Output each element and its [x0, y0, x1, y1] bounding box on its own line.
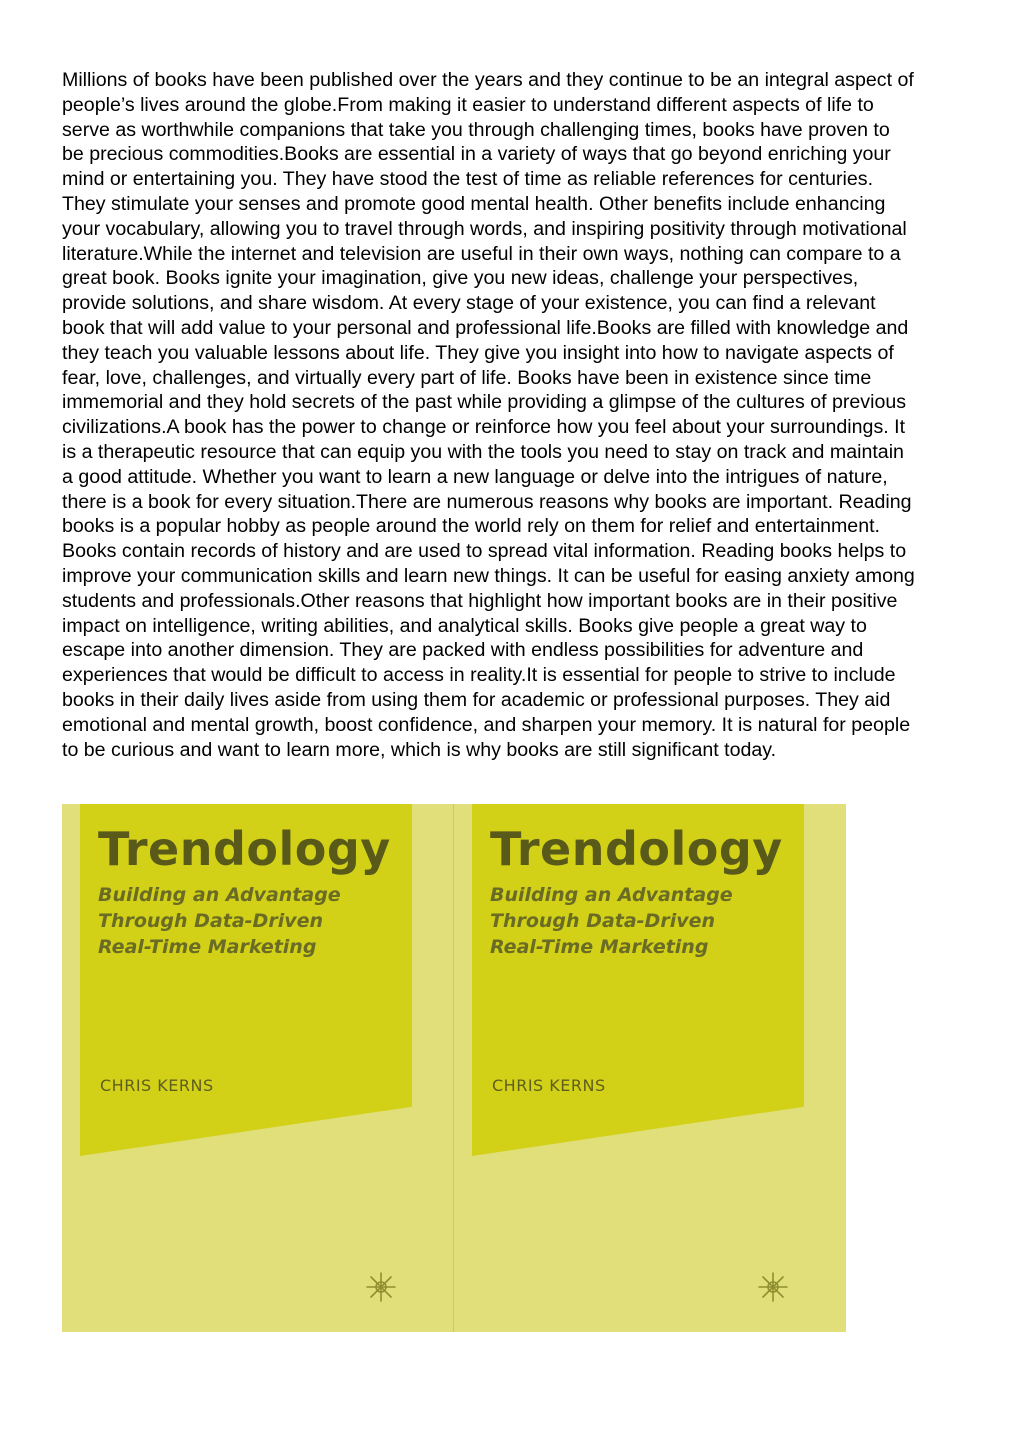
book-cover-left [62, 804, 454, 1332]
body-text: Millions of books have been published over the years and they continue to be an integral aspect of people’s lives around the globe.From making it easier to understand different aspects of life to serve as worthwhile companions that take you through challenging times, books have proven to be precious commodities.Books are essential in a variety of ways that go beyond enriching your mind or entertaining you. They have stood the test of time as reliable references for centuries. They stimulate your senses and promote good mental health. Other benefits include enhancing your vocabulary, allowing you to travel through words, and inspiring positivity through motivational literature.While the internet and television are useful in their own ways, nothing can compare to a great book. Books ignite your imagination, give you new ideas, challenge your perspectives, provide solutions, and share wisdom. At every stage of your existence, you can find a relevant book that will add value to your personal and professional life.Books are filled with knowledge and they teach you valuable lessons about life. They give you insight into how to navigate aspects of fear, love, challenges, and virtually every part of life. Books have been in existence since time immemorial and they hold secrets of the past while providing a glimpse of the cultures of previous civilizations.A book has the power to change or reinforce how you feel about your surroundings. It is a therapeutic resource that can equip you with the tools you need to stay on track and maintain a good attitude. Whether you want to learn a new language or delve into the intrigues of nature, there is a book for every situation.There are numerous reasons why books are important. Reading books is a popular hobby as people around the world rely on them for relief and entertainment. Books contain records of history and are used to spread vital information. Reading books helps to improve your communication skills and learn new things. It can be useful for easing anxiety among students and professionals.Other reasons that highlight how important books are in their positive impact on intelligence, writing abilities, and analytical skills. Books give people a great way to escape into another dimension. They are packed with endless possibilities for adventure and experiences that would be difficult to access in reality.It is essential for people to strive to include books in their daily lives aside from using them for academic or professional purposes. They aid emotional and mental growth, boost confidence, and sharpen your memory. It is natural for people to be curious and want to learn more, which is why books are still significant today. [62, 69, 915, 761]
cover-title: Trendology [98, 822, 391, 876]
publisher-logo-icon [364, 1270, 398, 1304]
book-cover-right [454, 804, 846, 1332]
cover-author: CHRIS KERNS [492, 1076, 606, 1095]
cover-subtitle: Building an Advantage Through Data-Driven Real-Time Marketing [98, 884, 341, 958]
cover-title: Trendology [490, 822, 783, 876]
publisher-logo-icon [756, 1270, 790, 1304]
book-cover-images [62, 804, 846, 1332]
cover-author: CHRIS KERNS [100, 1076, 214, 1095]
cover-subtitle: Building an Advantage Through Data-Driven Real-Time Marketing [490, 884, 733, 958]
